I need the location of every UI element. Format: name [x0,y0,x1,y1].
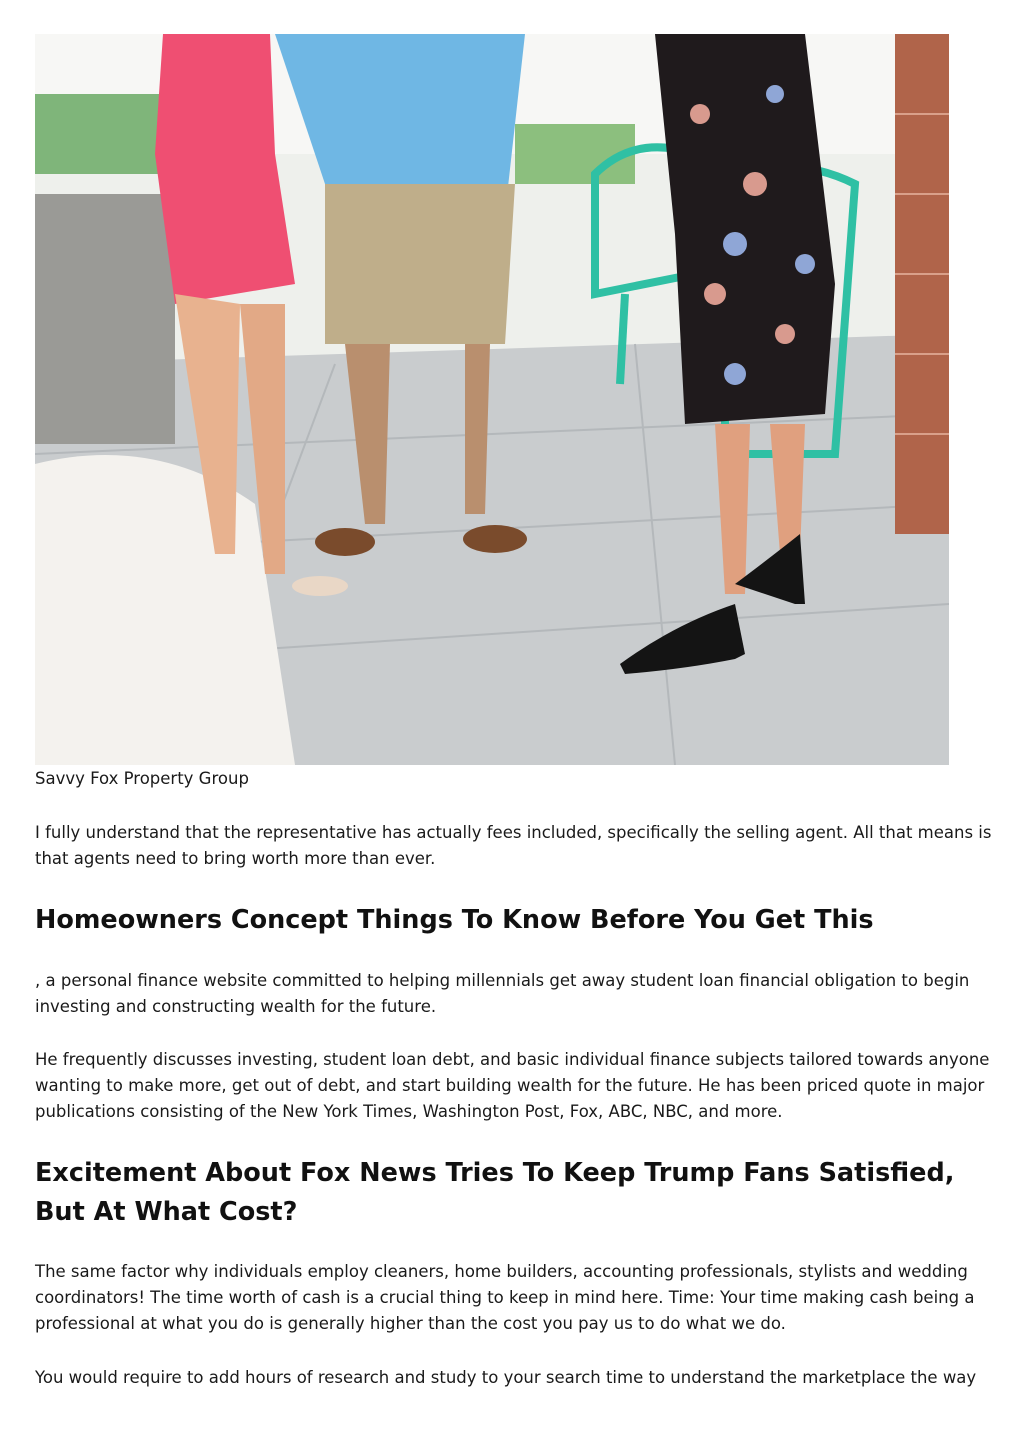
paragraph: , a personal finance website committed to helping millennials get away student loan financial obligation to begin investing and constructing wealth for the future. [35,971,970,1016]
paragraph: The same factor why individuals employ cleaners, home builders, accounting professionals, stylists and wedding coordinators! The time worth of cash is a crucial thing to keep in mind here. Time: Your time making cash being a professional at what you do is generally higher than the cost you pay us to do what we do. [35,1262,975,1333]
image-caption: Savvy Fox Property Group [35,769,249,788]
hero-illustration [35,34,949,765]
hero-photo [35,34,949,765]
section-heading: Excitement About Fox News Tries To Keep Trump Fans Satisfied, But At What Cost? [35,1158,955,1227]
paragraph: I fully understand that the representative has actually fees included, specifically the selling agent. All that means is that agents need to bring worth more than ever. [35,823,992,868]
section-heading: Homeowners Concept Things To Know Before You Get This [35,905,874,935]
paragraph: You would require to add hours of research and study to your search time to understand the marketplace the way [35,1368,977,1387]
paragraph: He frequently discusses investing, student loan debt, and basic individual finance subjects tailored towards anyone wanting to make more, get out of debt, and start building wealth for the future. He has been priced quote in major publications consisting of the New York Times, Washington Post, Fox, ABC, NBC, and more. [35,1050,990,1121]
